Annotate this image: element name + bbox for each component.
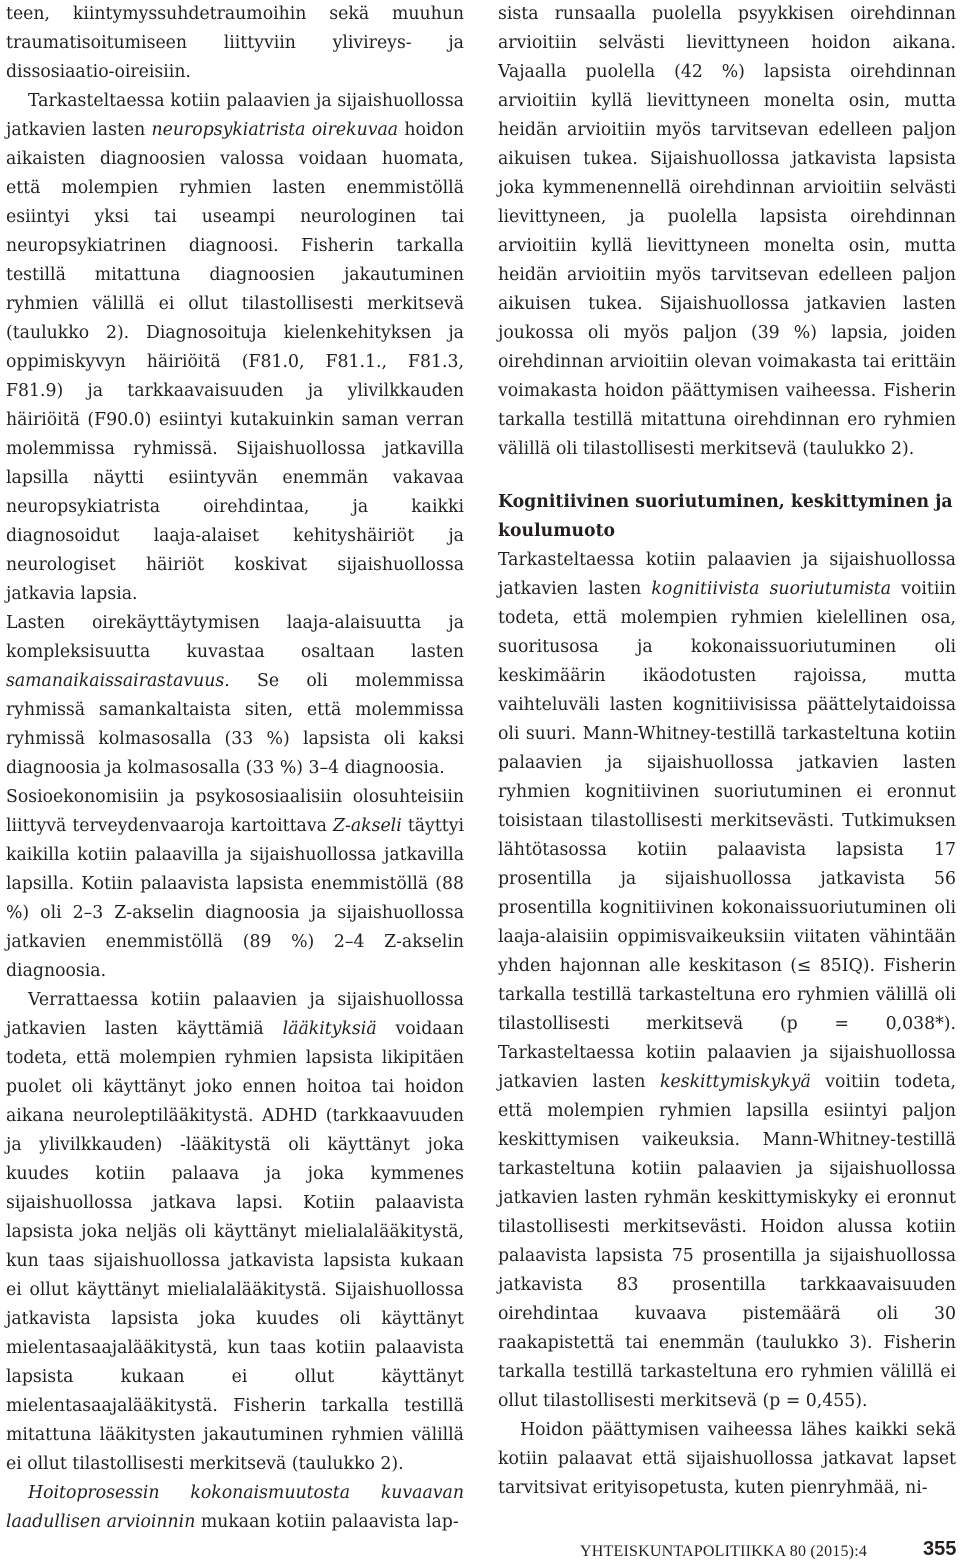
emphasis-term: Z-akseli <box>332 816 402 836</box>
emphasis-term: kognitiivista suoriutumista <box>651 579 891 599</box>
paragraph-special-education: Hoidon päättymisen vaiheessa lähes kaikki sekä kotiin palaavat että sijaishuollossa jatkavat lapset tarvitsivat erityisopetusta, kuten pienryhmää, ni- <box>498 1420 956 1498</box>
right-column <box>498 0 956 1503</box>
page-footer <box>580 1538 960 1565</box>
emphasis-term: lääkityksiä <box>282 1019 377 1039</box>
page-number: 355 <box>923 1538 957 1560</box>
left-column <box>6 0 464 1537</box>
paragraph-treatment-process: Hoitoprosessin kokonaismuutosta kuvaavan laadullisen arvioinnin mukaan kotiin palaavista lap- <box>6 1483 464 1532</box>
paragraph-neuropsychiatric: Tarkasteltaessa kotiin palaavien ja sijaishuollossa jatkavien lasten neuropsykiatrista oirekuvaa hoidon aikaisten diagnoosien valossa voidaan huomata, että molempien ryhmien lasten enemmistöllä esiintyi yksi tai useampi neurologinen tai neuropsykiatrinen diagnoosi. Fisherin tarkalla testillä mitattuna diagnoosien jakautuminen ryhmien välillä ei ollut tilastollisesti merkitsevä (taulukko 2). Diagnosoituja kielenkehityksen ja oppimiskyvyn häiriöitä (F81.0, F81.1., F81.3, F81.9) ja tarkkaavaisuuden ja ylivilkkauden häiriöitä (F90.0) esiintyi kutakuinkin saman verran molemmissa ryhmissä. Sijaishuollossa jatkavilla lapsilla näytti esiintyvän enemmän vakavaa neuropsykiatrista oirehdintaa, ja kaikki diagnosoidut laaja-alaiset kehityshäiriöt ja neurologiset häiriöt koskivat sijaishuollossa jatkavia lapsia. <box>6 91 464 604</box>
paragraph-symptom-outcome: sista runsaalla puolella psyykkisen oirehdinnan arvioitiin selvästi lievittyneen hoidon aikana. Vajaalla puolella (42 %) lapsista oirehdinnan arvioitiin kyllä lievittyneen monelta osin, mutta heidän arvioitiin myös tarvitsevan edelleen paljon aikuisen tukea. Sijaishuollossa jatkavista lapsista joka kymmenennellä oirehdinnan arvioitiin selvästi lievittyneen, ja puolella lapsista oirehdinnan arvioitiin kyllä lievittyneen monelta osin, mutta heidän arvioitiin myös tarvitsevan edelleen paljon aikuisen tukea. Sijaishuollossa jatkavien lasten joukossa oli myös paljon (39 %) lapsia, joiden oirehdinnan arvioitiin olevan voimakasta tai erittäin voimakasta hoidon päättymisen vaiheessa. Fisherin tarkalla testillä mitattuna oirehdinnan ero ryhmien välillä oli tilastollisesti merkitsevä (taulukko 2). <box>498 4 956 459</box>
journal-reference: YHTEISKUNTAPOLITIIKKA 80 (2015):4 <box>580 1543 868 1560</box>
paragraph-comorbidity: Lasten oirekäyttäytymisen laaja-alaisuutta ja kompleksisuutta kuvastaa osaltaan lasten samanaikaissairastavuus. Se oli molemmissa ryhmissä samankaltaista siten, että molemmissa ryhmissä kolmasosalla (33 %) lapsista oli kaksi diagnoosia ja kolmasosalla (33 %) 3–4 diagnoosia. <box>6 613 464 778</box>
section-heading: Kognitiivinen suoriutuminen, keskittyminen ja koulumuoto <box>498 492 953 541</box>
emphasis-term: samanaikaissairastavuus. <box>6 671 230 691</box>
paragraph-continuation: teen, kiintymyssuhdetraumoihin sekä muuhun traumatisoitumiseen liittyviin ylivireys- ja dissosiaatio-oireisiin. <box>6 4 464 82</box>
paragraph-cognitive: Tarkasteltaessa kotiin palaavien ja sijaishuollossa jatkavien lasten kognitiivista suoriutumista voitiin todeta, että molempien ryhmien kielellinen osa, suoritusosa ja kokonaissuoriutuminen oli keskimäärin ikäodotusten rajoissa, mutta vaihteluväli lasten kognitiivisissa päättelytaidoissa oli suuri. Mann-Whitney-testillä tarkasteltuna kotiin palaavien ja sijaishuollossa jatkavien lasten ryhmien kognitiivinen suoriutuminen ei eronnut toisistaan tilastollisesti merkitsevästi. Tutkimuksen lähtötasossa kotiin palaavista lapsista 17 prosentilla ja sijaishuollossa jatkavista 56 prosentilla kognitiivinen kokonaissuoriutuminen oli laaja-alaisiin oppimisvaikeuksiin viitaten vähintään yhden hajonnan alle keskitason (≤ 85IQ). Fisherin tarkalla testillä tarkasteltuna ero ryhmien välillä oli tilastollisesti merkitsevä (p = 0,038*). Tarkasteltaessa kotiin palaavien ja sijaishuollossa jatkavien lasten keskittymiskykyä voitiin todeta, että molempien ryhmien lapsilla esiintyi paljon keskittymisen vaikeuksia. Mann-Whitney-testillä tarkasteltuna kotiin palaavien ja sijaishuollossa jatkavien lasten ryhmän keskittymiskyky ei eronnut tilastollisesti merkitsevästi. Hoidon alussa kotiin palaavista lapsista 75 prosentilla ja sijaishuollossa jatkavista 83 prosentilla tarkkaavaisuuden oirehdintaa kuvaava pistemäärä oli 30 raakapistettä tai enemmän (taulukko 3). Fisherin tarkalla testillä tarkasteltuna ero ryhmien välillä ei ollut tilastollisesti merkitsevä (p = 0,455). <box>498 550 956 1411</box>
paragraph-medication: Verrattaessa kotiin palaavien ja sijaishuollossa jatkavien lasten käyttämiä lääkityksiä voidaan todeta, että molempien ryhmien lapsista likipitäen puolet oli käyttänyt joko ennen hoitoa tai hoidon aikana neuroleptilääkitystä. ADHD (tarkkaavuuden ja ylivilkkauden) -lääkitystä oli käyttänyt joka kuudes kotiin palaava ja joka kymmenes sijaishuollossa jatkava lapsi. Kotiin palaavista lapsista joka neljäs oli käyttänyt mielialalääkitystä, kun taas sijaishuollossa jatkavista lapsista kukaan ei ollut käyttänyt mielialalääkitystä. Sijaishuollossa jatkavista lapsista joka kuudes oli käyttänyt mielentasaajalääkitystä, kun taas kotiin palaavista lapsista kukaan ei ollut käyttänyt mielentasaajalääkitystä. Fisherin tarkalla testillä mitattuna lääkitysten jakautuminen ryhmien välillä ei ollut tilastollisesti merkitsevä (taulukko 2). <box>6 990 464 1474</box>
paragraph-z-axis: Sosioekonomisiin ja psykososiaalisiin olosuhteisiin liittyvä terveydenvaaroja kartoittava Z-akseli täyttyi kaikilla kotiin palaavilla ja sijaishuollossa jatkavilla lapsilla. Kotiin palaavista lapsista enemmistöllä (88 %) oli 2–3 Z-akselin diagnoosia ja sijaishuollossa jatkavien enemmistöllä (89 %) 2–4 Z-akselin diagnoosia. <box>6 787 465 981</box>
emphasis-term: keskittymiskykyä <box>660 1072 811 1092</box>
emphasis-term: neuropsykiatrista oirekuvaa <box>151 120 399 140</box>
emphasis-term: Hoitoprosessin kokonaismuutosta kuvaavan laadullisen arvioinnin <box>6 1483 464 1532</box>
